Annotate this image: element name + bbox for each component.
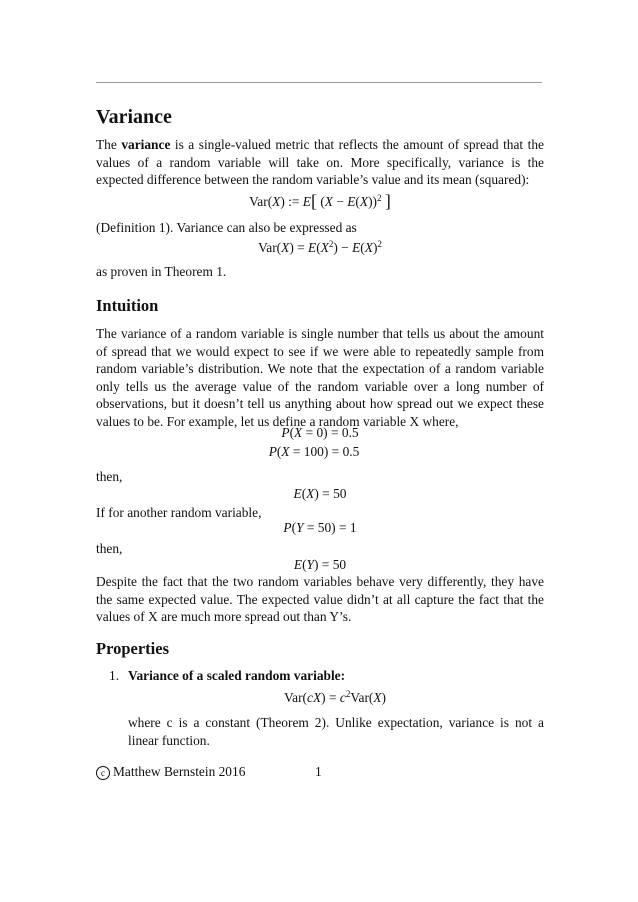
- intro-pre: The: [96, 137, 122, 152]
- then-text-1: then,: [96, 469, 123, 484]
- footer-author: Matthew Bernstein 2016: [113, 764, 246, 779]
- copyright-icon: c: [96, 766, 110, 780]
- intro-bold-term: variance: [121, 137, 171, 152]
- equation-ey: E(Y) = 50: [293, 557, 347, 572]
- property-text: where c is a constant (Theorem 2). Unlike expectation, variance is not a linear function.: [128, 715, 544, 748]
- section-title: Variance: [96, 106, 172, 128]
- intro-post: is a single-valued metric that reflects the amount of spread that the values of a random variable will take on. More specifically, variance is the expected difference between the random variable’s value and its mean (squared):: [96, 137, 544, 188]
- footer-copyright: [96, 763, 245, 781]
- another-variable-text: If for another random variable,: [96, 505, 262, 520]
- intuition-paragraph-2: Despite the fact that the two random variables behave very differently, they have the same expected value. The expected value didn’t at all capture the fact that the values of X are much more spread out than Y’s.: [96, 574, 544, 625]
- then-text-2: then,: [96, 541, 123, 556]
- property-number: 1.: [109, 668, 120, 683]
- header-rule: [96, 82, 542, 83]
- equation-py50: P(Y = 50) = 1: [283, 520, 357, 535]
- property-title: Variance of a scaled random variable:: [128, 668, 346, 683]
- page-number: 1: [315, 764, 322, 779]
- equation-variance-definition: Var(X) := E[ $(X - E(X))^2$ ]: [249, 191, 391, 211]
- intuition-paragraph-1: The variance of a random variable is single number that tells us about the amount of spread that we would expect to see if we were able to repeatedly sample from random variable’s distribution. We note that the expectation of a random variable only tells us the average value of the random variable over a long number of observations, but it doesn’t tell us anything about how spread out we expect these values to be. For example, let us define a random variable X where,: [96, 326, 544, 429]
- definition-note: (Definition 1). Variance can also be expressed as: [96, 220, 357, 235]
- equation-variance-alt: $Var(X) = E(X^2) - E(X)^2$: [258, 239, 382, 255]
- equation-ex: E(X) = 50: [293, 486, 347, 501]
- intro-paragraph: [96, 136, 544, 189]
- intuition-heading: Intuition: [96, 296, 159, 315]
- proof-note: as proven in Theorem 1.: [96, 264, 227, 279]
- equation-px0: P(X = 0) = 0.5: [281, 425, 359, 440]
- equation-px100: P(X = 100) = 0.5: [268, 444, 360, 459]
- equation-scaled-variance: $Var(cX) = c^2Var(X)$: [283, 689, 387, 705]
- properties-heading: Properties: [96, 639, 170, 658]
